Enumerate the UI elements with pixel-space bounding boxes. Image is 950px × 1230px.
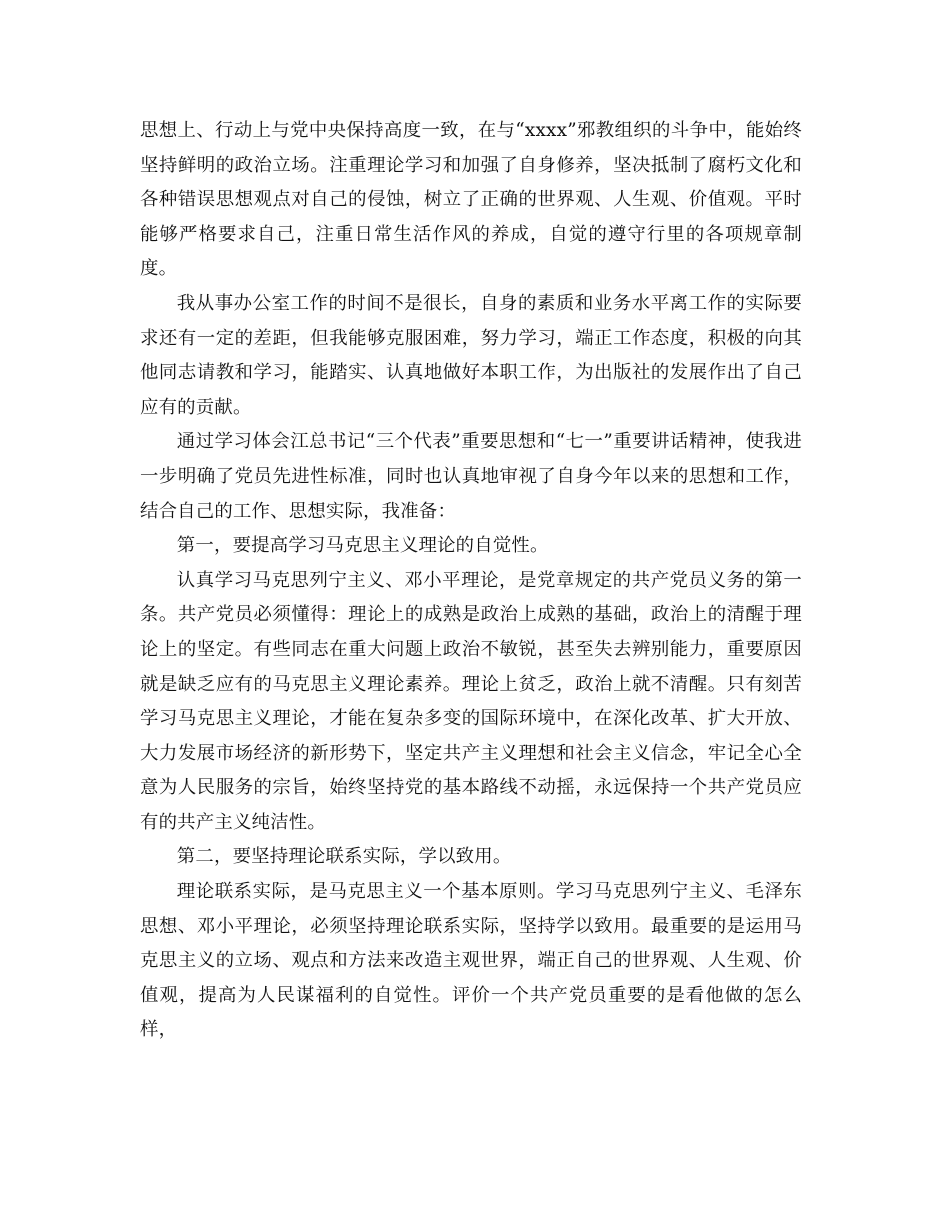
paragraph-6: 第二，要坚持理论联系实际，学以致用。 (176, 846, 512, 868)
document-body (140, 114, 802, 1048)
paragraph-2: 我从事办公室工作的时间不是很长，自身的素质和业务水平离工作的实际要求还有一定的差距，但我能够克服困难，努力学习，端正工作态度，积极的向其他同志请教和学习，能踏实、认真地做好本职工作，为出版社的发展作出了自己应有的贡献。 (140, 292, 802, 418)
paragraph-5: 认真学习马克思列宁主义、邓小平理论，是党章规定的共产党员义务的第一条。共产党员必须懂得：理论上的成熟是政治上成熟的基础，政治上的清醒于理论上的坚定。有些同志在重大问题上政治不敏锐，甚至失去辨别能力，重要原因就是缺乏应有的马克思主义理论素养。理论上贫乏，政治上就不清醒。只有刻苦学习马克思主义理论，才能在复杂多变的国际环境中，在深化改革、扩大开放、大力发展市场经济的新形势下，坚定共产主义理想和社会主义信念，牢记全心全意为人民服务的宗旨，始终坚持党的基本路线不动摇，永远保持一个共产党员应有的共产主义纯洁性。 (140, 569, 802, 833)
paragraph-4: 第一，要提高学习马克思主义理论的自觉性。 (176, 535, 549, 557)
paragraph-3: 通过学习体会江总书记“三个代表”重要思想和“七一”重要讲话精神，使我进一步明确了党员先进性标准，同时也认真地审视了自身今年以来的思想和工作，结合自己的工作、思想实际，我准备： (140, 431, 802, 522)
paragraph-1: 思想上、行动上与党中央保持高度一致，在与“xxxx”邪教组织的斗争中，能始终坚持鲜明的政治立场。注重理论学习和加强了自身修养，坚决抵制了腐朽文化和各种错误思想观点对自己的侵蚀，树立了正确的世界观、人生观、价值观。平时能够严格要求自己，注重日常生活作风的养成，自觉的遵守行里的各项规章制度。 (140, 120, 802, 280)
paragraph-7: 理论联系实际，是马克思主义一个基本原则。学习马克思列宁主义、毛泽东思想、邓小平理论，必须坚持理论联系实际，坚持学以致用。最重要的是运用马克思主义的立场、观点和方法来改造主观世界，端正自己的世界观、人生观、价值观，提高为人民谋福利的自觉性。评价一个共产党员重要的是看他做的怎么样， (140, 881, 802, 1041)
